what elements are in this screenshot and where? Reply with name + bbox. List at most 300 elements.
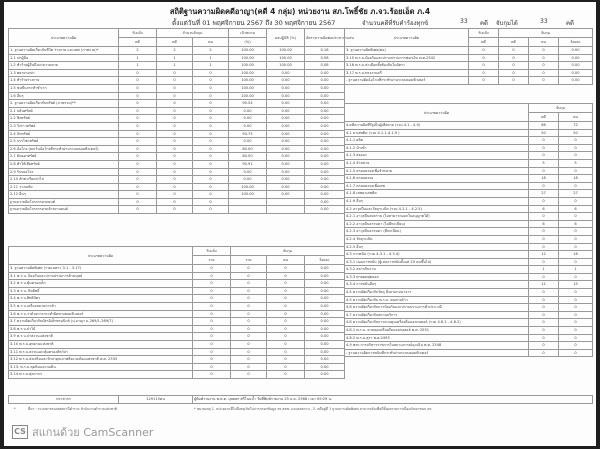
row-value-c: 0 (157, 191, 193, 199)
col-received-raai: ราย (193, 256, 231, 265)
col-arrest-person: คน (529, 38, 559, 47)
row-value-pct: 0.00 (305, 265, 345, 273)
row-value-res: 0.00 (267, 69, 305, 77)
row-value-c: 0 (529, 213, 559, 221)
row-value-pct: 0.00 (559, 62, 593, 70)
col-type: ประเภทความผิด (9, 247, 193, 265)
row-value-r: 0 (193, 302, 231, 310)
row-value-p: 0 (193, 69, 229, 77)
row-value-c: 0 (157, 107, 193, 115)
table-row (345, 273, 593, 281)
col-arrest-person: คน (267, 256, 305, 265)
table-row (345, 152, 593, 160)
row-label: 4.1.7 ครอบครองเพื่อเสพ (345, 182, 529, 190)
row-value-p: 0 (559, 273, 593, 281)
col-arrest-person: คน (559, 113, 593, 122)
row-value-t: 0.00 (229, 176, 267, 184)
col-arrest: จับกุม (499, 29, 593, 38)
row-value-r: 0 (119, 107, 157, 115)
reporter-info: ผู้พิมพ์รายงาน พ.ต.ต. บุษยพร ศรีโนนบ้ำ วันที่พิมพ์รายงาน 25 ธ.ค. 2568 เวลา 09:29 น. (193, 396, 593, 404)
row-value-rate: 0.00 (305, 122, 345, 130)
row-value-p: 27 (559, 190, 593, 198)
row-value-t (229, 198, 267, 206)
row-value-c: 0 (529, 304, 559, 312)
row-value-p: 0 (559, 197, 593, 205)
row-value-c: 0 (231, 310, 267, 318)
table-row (345, 228, 593, 236)
row-value-c: 2 (157, 47, 193, 55)
row-value-p: 0 (267, 280, 305, 288)
row-value-pct: 0.00 (305, 340, 345, 348)
row-value-r: 0 (193, 356, 231, 364)
row-label: 1.4 ทำร้ายร่างกาย (9, 77, 119, 85)
row-value-p: 18 (559, 175, 593, 183)
population-value: 129115คน (119, 396, 193, 404)
row-value-p: 0 (267, 318, 305, 326)
row-label: 2.9 รับของโจร (9, 168, 119, 176)
row-value-t: 0.00 (229, 107, 267, 115)
row-value-p: 0 (559, 334, 593, 342)
col-arrest: จำนวนจับกุม (157, 29, 229, 38)
row-value-rate: 0.00 (305, 100, 345, 108)
table-row (345, 349, 593, 357)
row-label: 2.12 อื่นๆ (9, 191, 119, 199)
row-value-t: 0.00 (229, 168, 267, 176)
arrested-unit: คดี (566, 20, 574, 27)
row-label: 3. ฐานความผิดพิเศษ (รวมเฉพาะ 3.1 - 3.17) (9, 265, 193, 273)
col-arrest-pct: ร้อยละ (559, 38, 593, 47)
table-row (9, 302, 345, 310)
row-value-t: 0.00 (229, 138, 267, 146)
table-row (345, 47, 593, 55)
table-row (345, 235, 593, 243)
row-value-c: 0 (157, 138, 193, 146)
row-label: 3.17 พ.ร.บ.ทรงงานครี (345, 69, 469, 77)
table-row (9, 47, 345, 55)
col-received-case: คดี (119, 38, 157, 47)
col-arrest-raai: ราย (231, 256, 267, 265)
row-value-p: 0 (193, 115, 229, 123)
row-value-rate: 0.00 (305, 69, 345, 77)
received-label: จำนวนคดีที่รับคำร้องทุกข์ (362, 20, 429, 27)
row-value-r: 0 (119, 115, 157, 123)
row-label: 3.5 พ.ร.บ.เครื่องหมายการค้า (9, 302, 193, 310)
camscanner-text: สแกนด้วย CamScanner (32, 426, 154, 439)
row-label: 4.1.9 อื่นๆ (345, 197, 529, 205)
table-row (9, 348, 345, 356)
row-value-r: 0 (193, 287, 231, 295)
row-value-p: 72 (559, 122, 593, 130)
row-value-p: 5 (559, 159, 593, 167)
row-value-rate: 0.08 (305, 54, 345, 62)
row-value-c: 0 (157, 145, 193, 153)
row-value-p: 0 (559, 296, 593, 304)
row-value-c: 0 (231, 363, 267, 371)
row-value-c: 0 (157, 198, 193, 206)
row-label: 4.5 ความผิดเกี่ยวกับ พ.ร.บ. คนต่างด้าว (345, 296, 529, 304)
row-value-r: 0 (119, 191, 157, 199)
row-label: 4.3 การพนัน (รวม 4.3.1 - 4.3.4) (345, 251, 529, 259)
row-value-c: 0 (157, 84, 193, 92)
row-value-p: 0 (559, 213, 593, 221)
row-value-pct: 0.00 (305, 325, 345, 333)
row-value-r: 0 (119, 69, 157, 77)
row-label: 4.2.3 อาวุธปืนธรรมดา (มีทะเบียน) (345, 228, 529, 236)
table-row (345, 159, 593, 167)
row-value-c: 0 (231, 265, 267, 273)
row-value-r: 2 (119, 47, 157, 55)
table-row (9, 107, 345, 115)
row-value-t: 90.91 (229, 160, 267, 168)
row-label: 4.9 พรก.การบริหารราชการในสถานการณ์ฉุกเฉิน พ.ศ. 2548 (345, 342, 529, 350)
row-label: 2.5 กรรโชกทรัพย์ (9, 138, 119, 146)
table-row (9, 176, 345, 184)
row-value-p: 0 (529, 77, 559, 85)
row-value-p: 0 (267, 310, 305, 318)
table-row (9, 206, 345, 214)
table-row (9, 356, 345, 364)
row-value-c: 0 (499, 47, 529, 55)
table-row (9, 310, 345, 318)
row-value-r: 0 (119, 145, 157, 153)
row-value-rate: 0.00 (305, 160, 345, 168)
row-value-pct: 0.00 (305, 363, 345, 371)
row-value-p: 0 (193, 145, 229, 153)
row-value-c: 0 (529, 167, 559, 175)
row-value-c: 0 (231, 348, 267, 356)
row-value-r: 0 (193, 325, 231, 333)
row-value-p: 0 (559, 182, 593, 190)
state-victim-table (344, 103, 593, 357)
table-row (345, 137, 593, 145)
col-arrest-person: คน (193, 38, 229, 47)
row-label: 4.1.5 ครอบครองเพื่อจำหน่าย (345, 167, 529, 175)
table-row (345, 289, 593, 297)
row-label: 3.3 พ.ร.บ. ลิขสิทธิ์ (9, 287, 193, 295)
row-value-c: 0 (231, 295, 267, 303)
row-value-p: 0 (193, 183, 229, 191)
report-period: ตั้งแต่วันที่ 01 พฤศจิกายน 2567 ถึง 30 พฤศจิกายน 2567 (172, 19, 336, 27)
received-unit: คดี (480, 20, 488, 27)
row-label: 2.3 วิ่งราวทรัพย์ (9, 122, 119, 130)
source-note: ที่มา : ระบบสารสนเทศสถานีตำรวจ สำนักงานตำรวจแห่งชาติ (28, 407, 118, 411)
col-received-case: คดี (469, 38, 499, 47)
row-value-c: 11 (529, 281, 559, 289)
col-target-pct: (%) (229, 38, 267, 47)
row-value-pct: 0.00 (305, 287, 345, 295)
row-value-t: 100.00 (229, 54, 267, 62)
row-label: 2.8 ทำให้เสียทรัพย์ (9, 160, 119, 168)
row-value-c: 68 (529, 122, 559, 130)
row-value-p: 0 (559, 144, 593, 152)
table-row (9, 333, 345, 341)
row-value-p: 0 (193, 176, 229, 184)
col-rate: อัตราความผิดต่อประชากรแสน (305, 29, 345, 47)
row-value-p: 0 (193, 92, 229, 100)
crime-table-left (8, 28, 354, 214)
row-value-rate: 0.08 (305, 62, 345, 70)
row-value-t: 100.00 (229, 191, 267, 199)
row-value-pct: 0.00 (305, 310, 345, 318)
col-arrest-case: คดี (157, 38, 193, 47)
row-value-t: 0.00 (229, 115, 267, 123)
row-label: 1.2 ทำร้ายผู้อื่นถึงแก่ความตาย (9, 62, 119, 70)
row-value-p: 0 (193, 168, 229, 176)
row-value-c: 0 (529, 235, 559, 243)
row-value-rate: 0.00 (305, 77, 345, 85)
row-value-c: 0 (529, 289, 559, 297)
population-row (8, 395, 593, 404)
row-label: ฐานความผิดโจรกรรมรถจักรยานยนต์ (9, 206, 119, 214)
row-value-p: 0 (267, 333, 305, 341)
row-value-c: 0 (529, 228, 559, 236)
row-label: 4.8.1 พ.ร.บ. ควบคุมเครื่องดื่มแอลกอฮอล์ พ.ศ. 2551 (345, 327, 529, 335)
table-row (9, 92, 345, 100)
row-label: 2.4 ลักทรัพย์ (9, 130, 119, 138)
table-row (345, 342, 593, 350)
row-value-p: 16 (559, 251, 593, 259)
row-value-rate: 0.00 (305, 198, 345, 206)
crime-table-right-top (344, 28, 593, 85)
row-value-r: 0 (119, 130, 157, 138)
row-label: 4.1.8 เสพยาเสพติด (345, 190, 529, 198)
row-value-r: 0 (469, 47, 499, 55)
row-value-c: 50 (529, 129, 559, 137)
row-value-rate: 0.00 (305, 145, 345, 153)
table-row (9, 363, 345, 371)
row-value-res: 0.00 (267, 107, 305, 115)
row-value-c: 27 (529, 190, 559, 198)
table-row (9, 145, 345, 153)
row-value-c: 0 (231, 302, 267, 310)
row-value-c: 0 (499, 77, 529, 85)
special-crime-table (8, 246, 345, 379)
table-row (345, 62, 593, 70)
row-value-pct: 0.00 (305, 272, 345, 280)
row-value-c: 0 (157, 115, 193, 123)
row-value-r: 0 (469, 69, 499, 77)
table-row (9, 54, 345, 62)
row-value-rate: 0.00 (305, 92, 345, 100)
row-value-p: 15 (559, 281, 593, 289)
row-value-pct: 0.00 (305, 333, 345, 341)
row-value-p: 0 (559, 258, 593, 266)
col-arrest-pct: ร้อยละ (305, 256, 345, 265)
table-row (9, 122, 345, 130)
row-value-p: 0 (529, 47, 559, 55)
table-row (9, 183, 345, 191)
row-value-res: 0.00 (267, 122, 305, 130)
row-value-c: 0 (157, 176, 193, 184)
row-label: 3.2 พ.ร.บ.คุ้มครองเด็ก (9, 280, 193, 288)
col-received: รับแจ้ง (119, 29, 157, 38)
row-value-c: 1 (529, 266, 559, 274)
row-label: 2.11 วางเพลิง (9, 183, 119, 191)
table-row (345, 182, 593, 190)
row-value-c: 0 (499, 62, 529, 70)
table-row (9, 265, 345, 273)
row-value-p: 0 (267, 340, 305, 348)
row-label: 4.4 ความผิดเกี่ยวกับวัตถุ สิ่งลามกอนาจาร (345, 289, 529, 297)
row-label: 4.8 ความผิดเกี่ยวกับการควบคุมเครื่องดื่มแอลกอฮอล์ (รวม 4.8.1 - 4.8.2) (345, 319, 529, 327)
row-label: 4.2.4 วัตถุระเบิด (345, 235, 529, 243)
table-row (9, 153, 345, 161)
row-label: 1.3 พยายามฆ่า (9, 69, 119, 77)
row-value-t: 100.00 (229, 69, 267, 77)
row-value-pct: 0.00 (305, 318, 345, 326)
row-value-res: 0.00 (267, 100, 305, 108)
row-value-res: 0.00 (267, 191, 305, 199)
col-arrest-case: คดี (499, 38, 529, 47)
row-label: 3.15 พ.ร.บ.ป้องกันและปราบปรามการฟอกเงิน พ.ศ.2542 (345, 54, 469, 62)
row-label: 1.6 อื่นๆ (9, 92, 119, 100)
row-value-t: 90.54 (229, 100, 267, 108)
row-label: 4.2 อาวุธปืนและวัตถุระเบิด (รวม 4.2.1 - 4.2.5) (345, 205, 529, 213)
row-value-c: 0 (529, 296, 559, 304)
row-value-p: 0 (559, 167, 593, 175)
row-label: 2. ฐานความผิดเกี่ยวกับทรัพย์ (ภาพรวม)** (9, 100, 119, 108)
row-value-p: 0 (193, 206, 229, 214)
row-value-p: 0 (559, 152, 593, 160)
row-value-p: 0 (267, 371, 305, 379)
row-value-r: 0 (119, 77, 157, 85)
row-label: - ฐานความผิดฉ้อโกงที่กระทำผ่านระบบคอมพิวเตอร์ (345, 77, 469, 85)
table-row (345, 190, 593, 198)
table-row (345, 69, 593, 77)
row-value-p: 0 (559, 137, 593, 145)
row-value-c: 0 (529, 258, 559, 266)
row-value-res: 0.00 (267, 130, 305, 138)
row-value-pct: 0.00 (559, 77, 593, 85)
row-value-rate: 0.00 (305, 138, 345, 146)
row-value-c: 0 (231, 371, 267, 379)
row-value-p: 0 (559, 349, 593, 357)
row-label: 2.6 ฉ้อโกง (ยกเว้นฉ้อโกงที่กระทำผ่านระบบคอมพิวเตอร์) (9, 145, 119, 153)
row-label: - ฐานความผิดการพนันที่กระทำผ่านระบบคอมพิวเตอร์ (345, 349, 529, 357)
row-label: 2.2 ชิงทรัพย์ (9, 115, 119, 123)
row-value-p: 0 (193, 100, 229, 108)
row-value-r: 1 (119, 62, 157, 70)
row-label: 4.คดีความผิดที่รัฐเป็นผู้เสียหาย (รวม 4.1 - 4.9) (345, 122, 529, 130)
row-value-r: 0 (469, 54, 499, 62)
row-value-c: 0 (529, 342, 559, 350)
row-value-r: 0 (469, 62, 499, 70)
row-value-rate: 0.00 (305, 115, 345, 123)
row-value-r: 0 (119, 176, 157, 184)
row-label: 3.7 ความผิดเกี่ยวกับบัตรอิเล็กทรอนิกส์ (ป.อาญา ม.269/1-269/7) (9, 318, 193, 326)
table-row (345, 304, 593, 312)
row-value-c: 0 (231, 280, 267, 288)
col-target: เป้าหมาย (229, 29, 267, 38)
row-value-pct: 0.00 (559, 54, 593, 62)
row-value-t: 100.00 (229, 84, 267, 92)
row-value-pct: 0.00 (305, 371, 345, 379)
row-label: 2.10 ลักพาเรียกค่าไถ่ (9, 176, 119, 184)
row-value-p: 0 (529, 54, 559, 62)
row-value-rate: 0.00 (305, 84, 345, 92)
row-value-rate: 0.00 (305, 153, 345, 161)
table-row (9, 198, 345, 206)
row-value-p: 1 (193, 54, 229, 62)
row-label: 3.4 พ.ร.บ.สิทธิบัตร (9, 295, 193, 303)
row-value-t: 100.00 (229, 62, 267, 70)
row-value-c: 0 (529, 273, 559, 281)
row-label: 4.6 ความผิดเกี่ยวกับการป้องกันและปราบปรามการค้าประเวณี (345, 304, 529, 312)
row-value-c: 0 (231, 318, 267, 326)
row-value-p: 0 (559, 304, 593, 312)
col-type: ประเภทความผิด (345, 104, 529, 122)
row-value-p: 0 (193, 130, 229, 138)
camscanner-logo-icon: CS (12, 425, 28, 439)
table-row (345, 243, 593, 251)
row-value-p: 0 (193, 84, 229, 92)
table-row (9, 62, 345, 70)
table-row (345, 319, 593, 327)
row-value-c: 0 (157, 100, 193, 108)
row-value-res: 0.00 (267, 145, 305, 153)
row-value-rate: 0.00 (305, 206, 345, 214)
row-value-r: 0 (193, 318, 231, 326)
row-label: 4.1.4 จำหน่าย (345, 159, 529, 167)
table-row (9, 100, 345, 108)
row-value-t: 100.00 (229, 77, 267, 85)
row-value-r: 0 (119, 84, 157, 92)
row-value-r: 0 (193, 295, 231, 303)
col-received: รับแจ้ง (193, 247, 231, 256)
row-value-rate: 0.00 (305, 168, 345, 176)
row-value-rate: 0.00 (305, 183, 345, 191)
row-label: 2.7 ยักยอกทรัพย์ (9, 153, 119, 161)
row-value-res: 0.00 (267, 77, 305, 85)
row-value-t (229, 206, 267, 214)
row-value-c: 6 (529, 205, 559, 213)
row-value-p: 0 (529, 69, 559, 77)
table-row (9, 130, 345, 138)
row-value-pct: 0.00 (559, 47, 593, 55)
row-value-c: 0 (157, 183, 193, 191)
row-value-c: 0 (157, 122, 193, 130)
table-row (9, 295, 345, 303)
row-value-rate: 0.00 (305, 130, 345, 138)
row-value-p: 0 (267, 287, 305, 295)
table-row (9, 287, 345, 295)
table-row (345, 175, 593, 183)
table-row (9, 191, 345, 199)
table-row (345, 167, 593, 175)
row-value-r: 1 (119, 54, 157, 62)
table-row (345, 266, 593, 274)
row-value-p: 0 (193, 77, 229, 85)
row-value-p: 0 (193, 191, 229, 199)
row-value-pct: 0.00 (305, 280, 345, 288)
row-value-r: 0 (119, 183, 157, 191)
row-value-c: 1 (157, 54, 193, 62)
row-value-p: 6 (559, 205, 593, 213)
row-value-c: 0 (499, 69, 529, 77)
row-value-pct: 0.00 (305, 295, 345, 303)
row-value-c: 6 (529, 220, 559, 228)
row-label: 3.1 พ.ร.บ. ป้องกันและปราบปรามการค้ามนุษย์ (9, 272, 193, 280)
col-result: ผลปฏิบัติ (%) (267, 29, 305, 47)
row-value-r: 0 (193, 265, 231, 273)
row-value-res: 0.00 (267, 138, 305, 146)
row-value-r: 0 (469, 77, 499, 85)
row-value-c: 1 (157, 62, 193, 70)
col-arrest: จับกุม (529, 104, 593, 113)
row-label: 4.1 ยาเสพติด (รวม 4.1.1-4.1.9 ) (345, 129, 529, 137)
row-value-r: 0 (119, 206, 157, 214)
row-value-p: 0 (559, 243, 593, 251)
